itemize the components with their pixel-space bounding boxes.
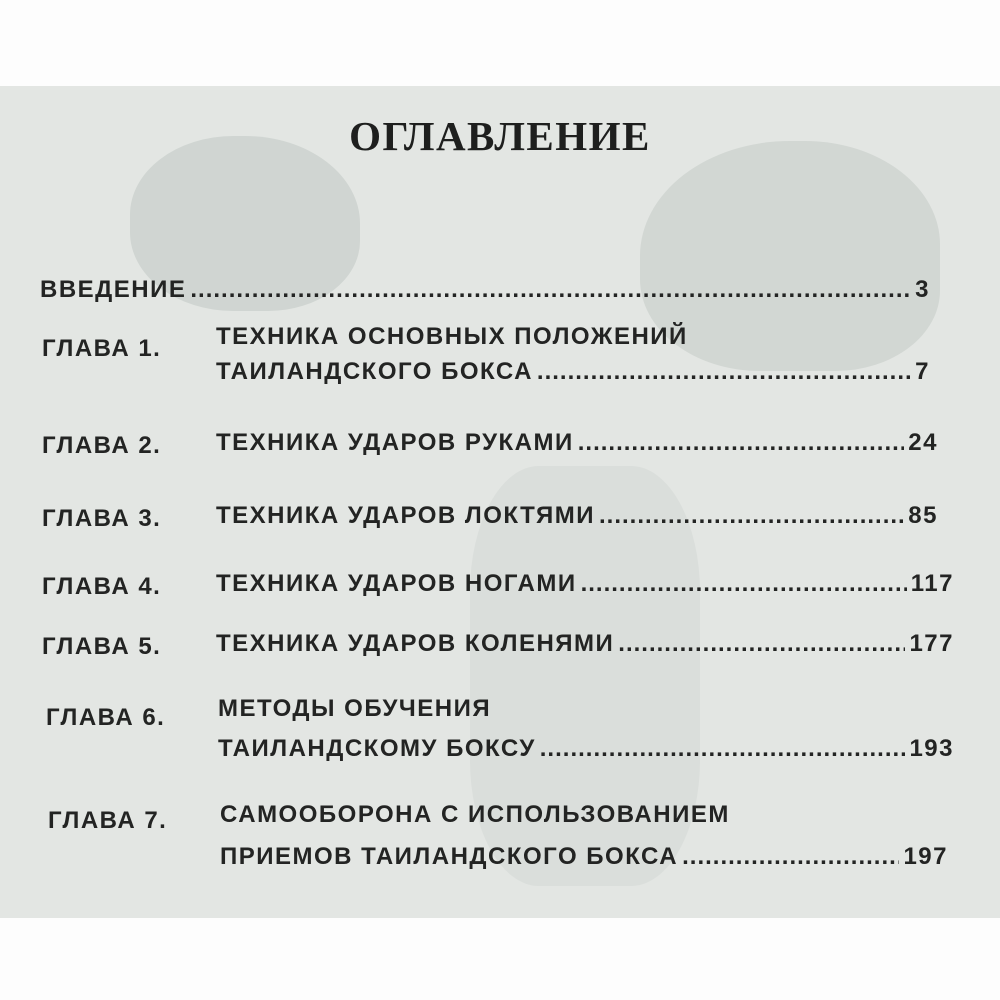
page-title: ОГЛАВЛЕНИЕ xyxy=(349,113,651,159)
chapter-number: ГЛАВА 6. xyxy=(46,704,166,731)
chapter-number: ГЛАВА 4. xyxy=(42,573,162,600)
dot-leader xyxy=(190,278,911,302)
chapter-title-line: ТЕХНИКА УДАРОВ НОГАМИ xyxy=(216,570,577,597)
toc-entry-chapter-5 xyxy=(216,632,954,656)
dot-leader xyxy=(540,737,906,761)
toc-entry-chapter-2 xyxy=(216,431,938,455)
chapter-title-line: МЕТОДЫ ОБУЧЕНИЯ xyxy=(218,695,492,722)
page-number: 7 xyxy=(915,358,930,385)
toc-entry-chapter-3 xyxy=(216,504,938,528)
toc-entry-chapter-6 xyxy=(218,737,954,761)
page-number: 197 xyxy=(903,843,948,870)
dot-leader xyxy=(537,360,911,384)
chapter-number: ГЛАВА 2. xyxy=(42,432,162,459)
chapter-title-line: ПРИЕМОВ ТАИЛАНДСКОГО БОКСА xyxy=(220,843,679,870)
chapter-title-line: ТАИЛАНДСКОГО БОКСА xyxy=(216,358,533,385)
page-number: 85 xyxy=(908,502,938,529)
toc-entry-intro xyxy=(40,278,930,302)
chapter-number: ГЛАВА 1. xyxy=(42,335,162,362)
chapter-title-line: ТЕХНИКА УДАРОВ РУКАМИ xyxy=(216,429,574,456)
page-number: 117 xyxy=(910,570,954,597)
page-number: 3 xyxy=(915,276,930,303)
dot-leader xyxy=(682,845,899,869)
dot-leader xyxy=(578,431,905,455)
chapter-title-line: САМООБОРОНА С ИСПОЛЬЗОВАНИЕМ xyxy=(220,801,730,828)
chapter-title-line: ТЕХНИКА УДАРОВ ЛОКТЯМИ xyxy=(216,502,595,529)
entry-title: ВВЕДЕНИЕ xyxy=(40,276,187,303)
page-number: 177 xyxy=(909,630,954,657)
chapter-number: ГЛАВА 5. xyxy=(42,633,162,660)
dot-leader xyxy=(581,572,907,596)
page-number: 193 xyxy=(909,735,954,762)
chapter-title-line: ТЕХНИКА ОСНОВНЫХ ПОЛОЖЕНИЙ xyxy=(216,323,688,350)
toc-entry-chapter-4 xyxy=(216,572,954,596)
dot-leader xyxy=(599,504,904,528)
dot-leader xyxy=(618,632,905,656)
page-number: 24 xyxy=(908,429,938,456)
toc-entry-chapter-1 xyxy=(216,360,930,384)
chapter-title-line: ТАИЛАНДСКОМУ БОКСУ xyxy=(218,735,536,762)
chapter-title-line: ТЕХНИКА УДАРОВ КОЛЕНЯМИ xyxy=(216,630,615,657)
toc-entry-chapter-7 xyxy=(220,845,948,869)
chapter-number: ГЛАВА 3. xyxy=(42,505,162,532)
chapter-number: ГЛАВА 7. xyxy=(48,807,168,834)
